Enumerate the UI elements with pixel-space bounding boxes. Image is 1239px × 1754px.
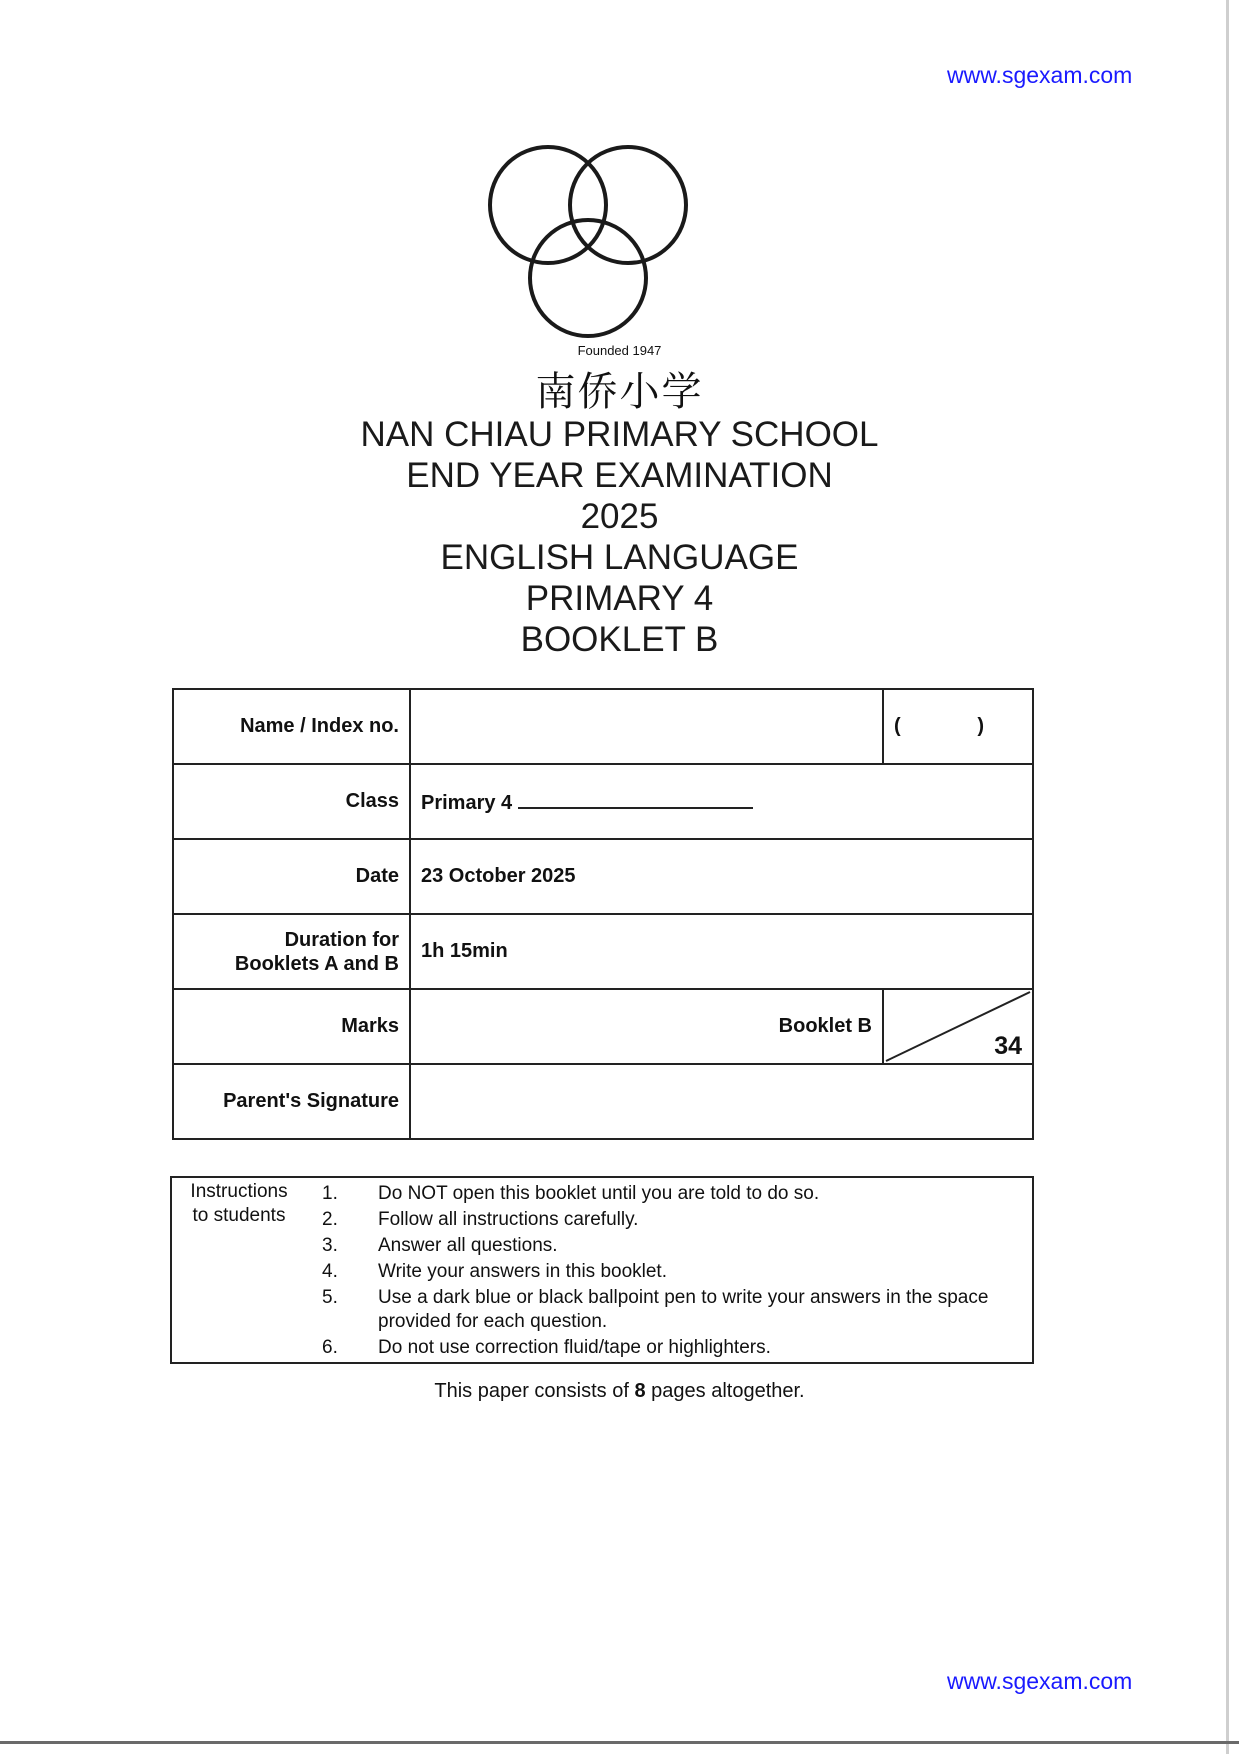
name-field[interactable] [410, 689, 883, 764]
class-blank-line[interactable] [518, 789, 753, 809]
marks-label: Marks [173, 989, 410, 1064]
instructions-heading-line1: Instructions [190, 1181, 288, 1202]
index-paren-open: ( [894, 715, 901, 737]
class-label: Class [173, 764, 410, 839]
instruction-text: Follow all instructions carefully. [378, 1209, 639, 1230]
exam-name: END YEAR EXAMINATION [406, 456, 833, 495]
class-field[interactable] [410, 764, 1033, 839]
class-row [173, 764, 1033, 839]
exam-year: 2025 [580, 497, 659, 536]
subject-name: ENGLISH LANGUAGE [440, 538, 799, 577]
instructions-heading [184, 1180, 294, 1228]
signature-row [173, 1064, 1033, 1139]
duration-label [173, 914, 410, 989]
name-label: Name / Index no. [173, 689, 410, 764]
instruction-number: 1. [322, 1183, 338, 1204]
instruction-text: Answer all questions. [378, 1235, 558, 1256]
instruction-item [322, 1208, 1022, 1232]
level-name: PRIMARY 4 [525, 579, 714, 618]
page-count-suffix: pages altogether. [651, 1380, 805, 1402]
instructions-list [322, 1182, 1022, 1362]
page-count-prefix: This paper consists of [434, 1380, 629, 1402]
school-logo [488, 140, 708, 350]
instruction-number: 3. [322, 1235, 338, 1256]
marks-total: 34 [994, 1032, 1022, 1060]
info-table [172, 688, 1034, 1140]
instruction-item [322, 1234, 1022, 1258]
page-edge-right [1226, 0, 1229, 1754]
duration-label-line2: Booklets A and B [234, 952, 399, 975]
marks-score-box[interactable] [883, 989, 1033, 1064]
index-paren-close: ) [977, 715, 984, 737]
duration-label-line1: Duration for [284, 928, 399, 951]
instruction-number: 4. [322, 1261, 338, 1282]
watermark-bottom[interactable]: www.sgexam.com [947, 1668, 1133, 1694]
page-count-number: 8 [634, 1380, 646, 1402]
title-block [0, 414, 1239, 660]
instruction-item [322, 1182, 1022, 1206]
class-value: Primary 4 [421, 791, 513, 814]
school-chinese-name: 南侨小学 [535, 369, 704, 415]
marks-booklet-label: Booklet B [410, 989, 883, 1064]
instruction-text: Do not use correction fluid/tape or highlighters. [378, 1337, 771, 1358]
signature-field[interactable] [410, 1064, 1033, 1139]
page-edge-bottom [0, 1741, 1239, 1744]
instruction-item [322, 1260, 1022, 1284]
school-name: NAN CHIAU PRIMARY SCHOOL [360, 415, 879, 454]
duration-value: 1h 15min [410, 914, 1033, 989]
instruction-text: Write your answers in this booklet. [378, 1261, 667, 1282]
instruction-number: 5. [322, 1287, 338, 1308]
instructions-heading-line2: to students [192, 1205, 286, 1226]
marks-row [173, 989, 1033, 1064]
date-value: 23 October 2025 [410, 839, 1033, 914]
name-row [173, 689, 1033, 764]
founded-text: Founded 1947 [577, 343, 662, 358]
duration-row [173, 914, 1033, 989]
signature-label: Parent's Signature [173, 1064, 410, 1139]
instruction-item [322, 1286, 1022, 1334]
instruction-item [322, 1336, 1022, 1360]
instruction-number: 2. [322, 1209, 338, 1230]
page-count-note [0, 1380, 1239, 1403]
date-label: Date [173, 839, 410, 914]
date-row [173, 839, 1033, 914]
instruction-number: 6. [322, 1337, 338, 1358]
booklet-name: BOOKLET B [520, 620, 719, 659]
instruction-text: Use a dark blue or black ballpoint pen to write your answers in the space provided for each question. [378, 1287, 989, 1332]
instructions-box [170, 1176, 1034, 1364]
instruction-text: Do NOT open this booklet until you are told to do so. [378, 1183, 820, 1204]
watermark-top[interactable]: www.sgexam.com [947, 62, 1133, 88]
index-field[interactable] [883, 689, 1033, 764]
